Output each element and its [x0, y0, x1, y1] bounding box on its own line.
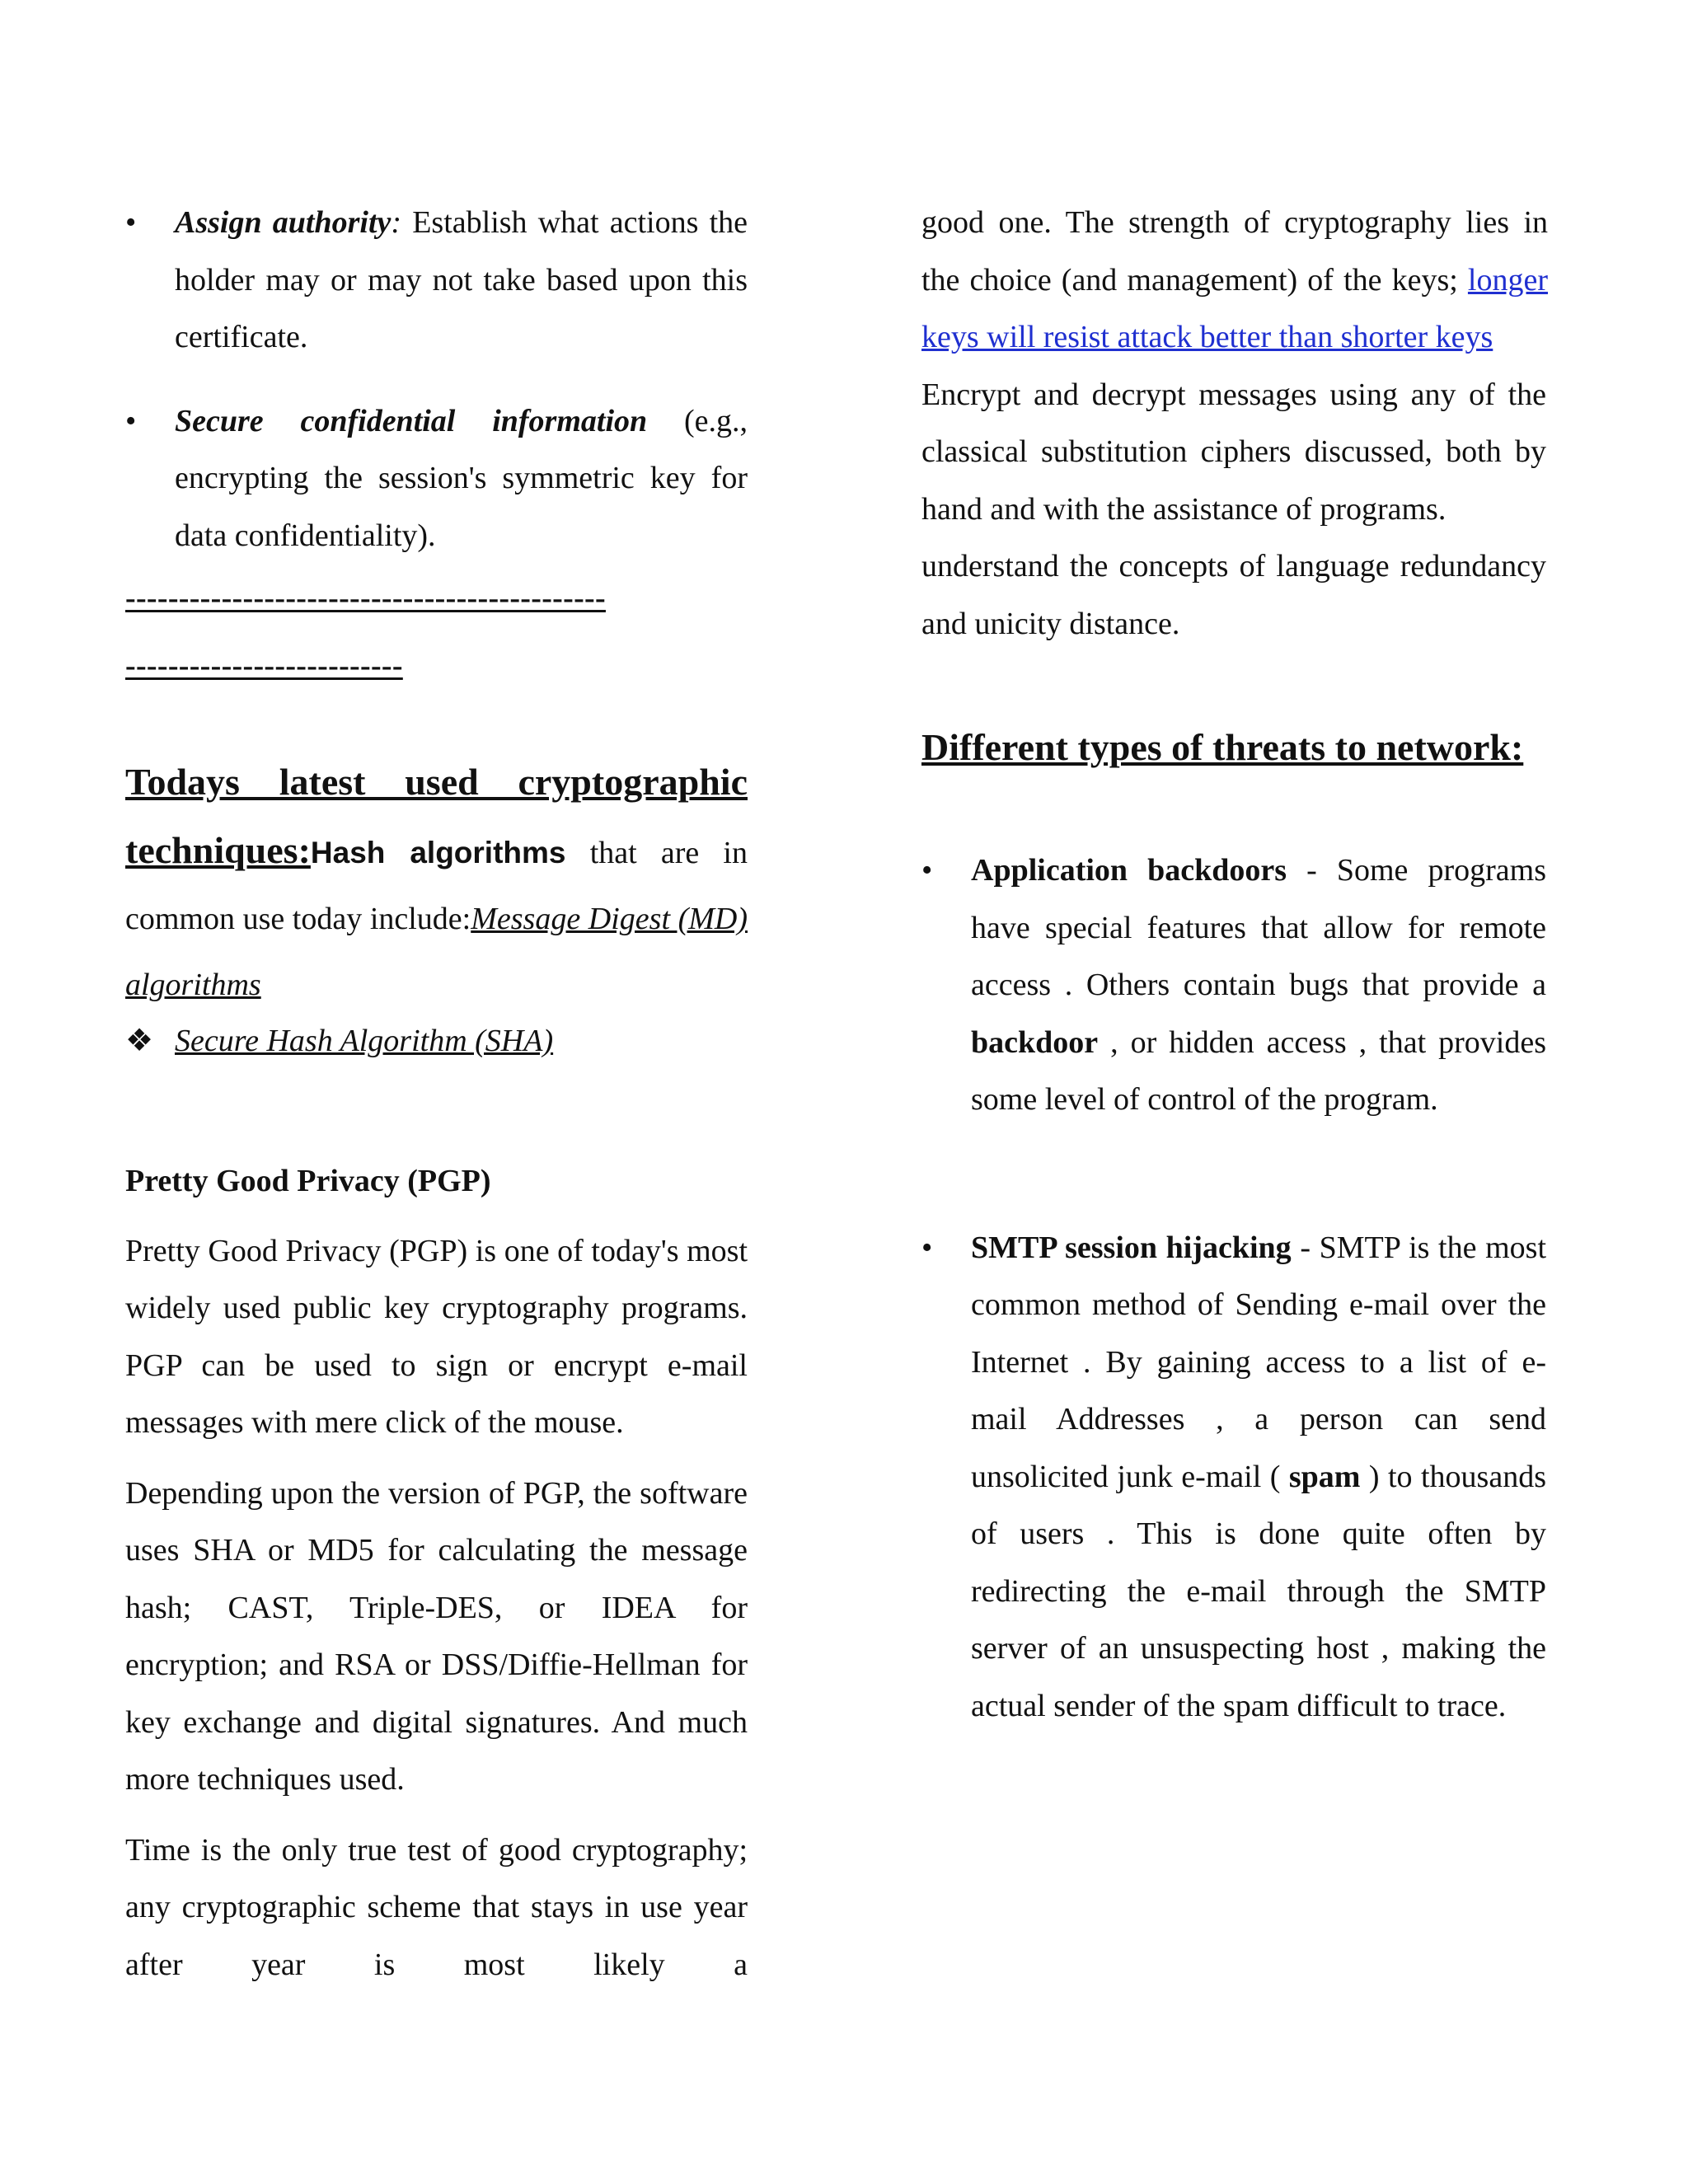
pgp-paragraph-3: Time is the only true test of good cryptography; any cryptographic scheme that stays in use year after year is most likely a	[125, 1832, 748, 1982]
bullet-secure-confidential	[125, 393, 748, 565]
hash-algorithms-text: that are in common use today include:	[125, 836, 748, 936]
dashed-divider-line-2: --------------------------	[125, 649, 403, 683]
bullet-title: Assign authority	[175, 205, 392, 240]
bullet-title: Secure confidential information	[175, 403, 648, 438]
bullet-assign-authority	[125, 194, 748, 367]
diamond-bullet-icon: ❖	[125, 1024, 154, 1058]
threat-text-b: ) to thousands of users . This is done quite often by redirecting the e-mail through the SMTP server of an unsuspecting host , making the actual sender of the spam difficult to trace.	[971, 1459, 1546, 1723]
md-algorithms-link[interactable]: Message Digest (MD) algorithms	[125, 902, 748, 1002]
threat-bold-term: backdoor	[971, 1024, 1099, 1060]
sha-list-item	[125, 1013, 748, 1071]
right-column	[921, 194, 1546, 1735]
redundancy-paragraph: understand the concepts of language redundancy and unicity distance.	[921, 549, 1546, 641]
threat-text-a: - SMTP is the most common method of Sending e-mail over the Internet . By gaining access to a list of e- mail Addresses , a person can send unsolicited junk e-mail (	[971, 1230, 1547, 1494]
threat-title: SMTP session hijacking	[971, 1230, 1292, 1265]
pgp-heading: Pretty Good Privacy (PGP)	[125, 1163, 491, 1198]
bullet-text: Establish what actions the holder may or may not take based upon this certificate.	[175, 205, 748, 354]
threat-title: Application backdoors	[971, 853, 1287, 888]
threats-heading: Different types of threats to network:	[921, 726, 1524, 768]
hash-algorithms-label: Hash algorithms	[310, 836, 566, 869]
left-column	[125, 194, 748, 1994]
encrypt-decrypt-paragraph: Encrypt and decrypt messages using any of the classical substitution ciphers discussed, both by hand and with the assistance of programs.	[921, 377, 1546, 527]
pgp-paragraph-1: Pretty Good Privacy (PGP) is one of today's most widely used public key cryptography programs. PGP can be used to sign or encrypt e-mail messages with mere click of the mouse.	[125, 1233, 748, 1440]
dashed-divider-line-1: ---------------------------------------------	[125, 581, 606, 616]
techniques-heading: Todays latest used cryptographic techniques:	[125, 761, 748, 871]
threat-text-b: , or hidden access , that provides some level of control of the program.	[971, 1024, 1546, 1117]
threat-application-backdoors	[921, 842, 1546, 1129]
bullet-text: (e.g., encrypting the session's symmetric key for data confidentiality).	[175, 403, 748, 553]
bullet-separator: :	[391, 205, 402, 240]
longer-keys-link[interactable]: longer keys will resist attack better than shorter keys	[921, 262, 1548, 354]
threat-bold-term: spam	[1288, 1459, 1361, 1494]
pgp-paragraph-2: Depending upon the version of PGP, the software uses SHA or MD5 for calculating the message hash; CAST, Triple-DES, or IDEA for encryption; and RSA or DSS/Diffie-Hellman for key exchange and digital signatures. And much more techniques used.	[125, 1475, 748, 1797]
sha-link[interactable]: Secure Hash Algorithm (SHA)	[175, 1024, 554, 1058]
key-strength-text: good one. The strength of cryptography lies in the choice (and management) of the keys;	[921, 205, 1548, 298]
threat-text-a: - Some programs have special features that allow for remote access . Others contain bugs that provide a	[971, 853, 1547, 1002]
key-strength-paragraph	[921, 194, 1548, 367]
threat-smtp-hijacking	[921, 1220, 1546, 1736]
techniques-paragraph	[125, 749, 748, 1018]
